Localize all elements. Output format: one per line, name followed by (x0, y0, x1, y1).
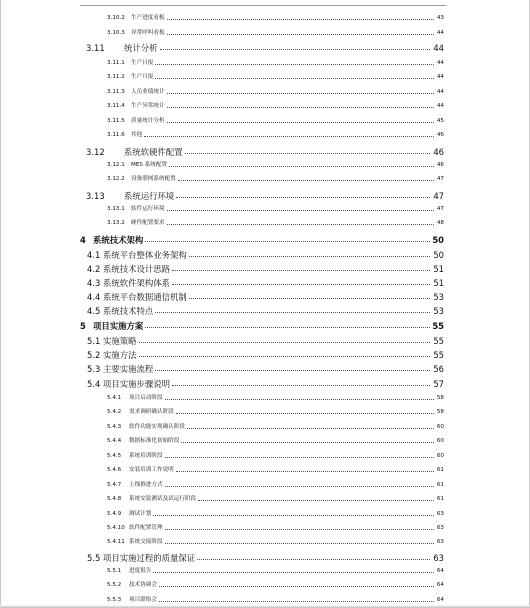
toc-entry-page: 50 (433, 249, 444, 259)
toc-entry-number: 3.10.3 (107, 30, 125, 37)
toc-entry-title: 生产进度看板 (131, 15, 165, 22)
toc-leader-dots (144, 136, 434, 137)
toc-entry-page: 46 (433, 146, 444, 156)
toc-entry[interactable] (86, 41, 444, 52)
toc-entry[interactable] (86, 145, 444, 156)
toc-leader-dots (165, 543, 434, 544)
toc-entry[interactable] (87, 362, 444, 373)
toc-entry[interactable] (107, 596, 444, 604)
toc-entry-number: 3.12 (86, 146, 105, 156)
toc-entry[interactable] (107, 538, 444, 546)
toc-leader-dots (139, 342, 431, 343)
toc-leader-dots (169, 166, 434, 167)
toc-entry-title: 系统技术设计思路 (103, 263, 170, 273)
toc-entry[interactable] (107, 567, 444, 575)
toc-entry-number: 3.13.1 (107, 206, 125, 213)
toc-entry-page: 61 (436, 496, 444, 503)
toc-entry-page: 63 (436, 539, 444, 546)
toc-entry-title: 统计分析 (124, 42, 158, 52)
toc-entry-number: 5.5.3 (107, 597, 122, 604)
toc-entry-page: 47 (436, 206, 444, 213)
toc-entry-number: 5.2 (87, 349, 101, 359)
top-rule (80, 5, 446, 6)
toc-entry[interactable] (107, 73, 444, 81)
toc-entry-number: 4.1 (87, 249, 101, 259)
toc-entry-number: 5.4 (87, 378, 101, 388)
toc-entry-number: 4.3 (87, 277, 101, 287)
toc-entry-number: 3.13 (86, 190, 105, 200)
toc-leader-dots (139, 356, 431, 357)
toc-entry-title: 人员业绩统计 (131, 89, 165, 96)
toc-entry-page: 55 (433, 335, 444, 345)
toc-entry[interactable] (107, 175, 444, 183)
toc-leader-dots (167, 107, 434, 108)
toc-entry-number: 5 (80, 320, 86, 330)
toc-entry-page: 50 (432, 234, 444, 244)
toc-entry[interactable] (86, 189, 444, 200)
toc-leader-dots (153, 515, 434, 516)
toc-entry-number: 5.4.5 (107, 453, 122, 460)
toc-entry[interactable] (107, 481, 444, 489)
toc-entry-number: 3.11.5 (107, 118, 125, 125)
toc-entry[interactable] (107, 102, 444, 110)
toc-leader-dots (145, 327, 430, 328)
toc-leader-dots (167, 210, 434, 211)
toc-entry-title: 质量统计分析 (131, 118, 165, 125)
toc-entry[interactable] (87, 248, 444, 259)
toc-entry-number: 4.2 (87, 263, 101, 273)
toc-entry[interactable] (107, 59, 444, 67)
toc-entry-page: 60 (436, 424, 444, 431)
toc-entry-page: 46 (436, 132, 444, 139)
toc-entry-number: 5.5 (87, 552, 101, 562)
toc-leader-dots (165, 529, 434, 530)
toc-leader-dots (198, 500, 434, 501)
toc-entry-title: 系统安装测试及试运行阶段 (129, 496, 197, 503)
toc-entry-title: 进度报告 (129, 568, 152, 575)
toc-entry-page: 47 (433, 190, 444, 200)
toc-entry[interactable] (87, 334, 444, 345)
toc-entry-title: 软件功能实现确认阶段 (129, 424, 185, 431)
toc-entry-title: 软件配置管理 (129, 525, 163, 532)
toc-leader-dots (176, 197, 430, 198)
toc-entry-number: 5.4.2 (107, 409, 122, 416)
toc-entry-page: 44 (436, 89, 444, 96)
toc-entry-number: 3.11.2 (107, 74, 125, 81)
toc-entry-number: 5.1 (87, 335, 101, 345)
toc-entry-number: 3.13.2 (107, 220, 125, 227)
toc-entry-page: 58 (436, 409, 444, 416)
toc-entry-number: 3.10.2 (107, 15, 125, 22)
toc-entry-page: 64 (436, 568, 444, 575)
toc-leader-dots (176, 413, 434, 414)
toc-entry-page: 53 (433, 291, 444, 301)
toc-entry-title: 系统培训阶段 (129, 453, 163, 460)
toc-entry-page: 61 (436, 482, 444, 489)
toc-leader-dots (197, 559, 430, 560)
toc-leader-dots (155, 370, 430, 371)
toc-entry-number: 5.5.2 (107, 582, 122, 589)
toc-entry-title: 软件运行环境 (131, 206, 165, 213)
toc-entry-title: 硬件配置要求 (131, 220, 165, 227)
toc-entry[interactable] (87, 377, 444, 388)
toc-entry-page: 44 (436, 103, 444, 110)
toc-entry[interactable] (107, 117, 444, 125)
toc-entry-page: 58 (436, 395, 444, 402)
toc-entry[interactable] (80, 319, 444, 330)
toc-entry-page: 44 (436, 30, 444, 37)
toc-entry-page: 44 (433, 42, 444, 52)
toc-leader-dots (185, 153, 430, 154)
toc-entry-number: 3.11.3 (107, 89, 125, 96)
toc-entry[interactable] (107, 131, 444, 139)
toc-entry-number: 5.4.6 (107, 467, 122, 474)
toc-entry-page: 55 (433, 349, 444, 359)
toc-entry-page: 48 (436, 220, 444, 227)
toc-leader-dots (145, 241, 430, 242)
toc-leader-dots (167, 34, 434, 35)
toc-entry-title: 技术协调会 (129, 582, 157, 589)
toc-entry[interactable] (87, 304, 444, 315)
toc-entry-number: 5.4.3 (107, 424, 122, 431)
toc-entry-page: 63 (436, 511, 444, 518)
toc-entry[interactable] (87, 348, 444, 359)
toc-entry-title: 测试计划 (129, 511, 152, 518)
toc-leader-dots (189, 298, 430, 299)
toc-leader-dots (159, 601, 434, 602)
toc-entry-title: 安装培训工作说明 (129, 467, 174, 474)
toc-leader-dots (172, 270, 430, 271)
toc-entry-title: 项目实施步骤说明 (103, 378, 170, 388)
toc-entry-title: 设备联网系统配置 (131, 176, 176, 183)
toc-leader-dots (165, 399, 434, 400)
toc-entry-title: 系统交接阶段 (129, 539, 163, 546)
toc-entry-title: 实施策略 (103, 335, 137, 345)
toc-entry[interactable] (107, 205, 444, 213)
toc-entry-page: 56 (433, 363, 444, 373)
page-left-border (0, 0, 1, 608)
toc-leader-dots (172, 385, 430, 386)
toc-entry[interactable] (107, 394, 444, 402)
toc-entry-number: 4.5 (87, 305, 101, 315)
toc-entry-page: 63 (433, 552, 444, 562)
toc-entry-title: 系统软硬件配置 (124, 146, 183, 156)
toc-entry-number: 4.4 (87, 291, 101, 301)
toc-leader-dots (159, 586, 434, 587)
toc-entry-number: 3.11.1 (107, 60, 125, 67)
toc-entry-number: 5.4.1 (107, 395, 122, 402)
toc-entry[interactable] (107, 452, 444, 460)
toc-leader-dots (155, 312, 430, 313)
toc-entry[interactable] (107, 408, 444, 416)
toc-entry-page: 57 (433, 378, 444, 388)
toc-leader-dots (165, 486, 434, 487)
toc-entry[interactable] (107, 466, 444, 474)
toc-leader-dots (172, 284, 430, 285)
toc-entry-title: 系统平台数据通信机制 (103, 291, 187, 301)
toc-entry-title: 需求调研确认阶段 (129, 409, 174, 416)
toc-leader-dots (167, 19, 434, 20)
toc-entry[interactable] (107, 161, 444, 169)
toc-entry[interactable] (107, 29, 444, 37)
toc-entry-title: 异常呼叫看板 (131, 30, 165, 37)
toc-entry-number: 3.11.4 (107, 103, 125, 110)
toc-entry[interactable] (107, 524, 444, 532)
toc-leader-dots (167, 93, 434, 94)
toc-entry[interactable] (107, 14, 444, 22)
toc-entry-page: 61 (436, 467, 444, 474)
toc-entry[interactable] (87, 262, 444, 273)
toc-entry-page: 60 (436, 438, 444, 445)
toc-entry-number: 5.4.8 (107, 496, 122, 503)
toc-entry-page: 44 (436, 60, 444, 67)
toc-entry[interactable] (107, 423, 444, 431)
toc-entry-number: 5.4.11 (107, 539, 125, 546)
toc-entry[interactable] (107, 219, 444, 227)
toc-entry-title: 主要实施流程 (103, 363, 154, 373)
toc-entry-title: 生产日报 (131, 60, 154, 67)
toc-entry-number: 5.3 (87, 363, 101, 373)
toc-entry-title: 上线推进方式 (129, 482, 163, 489)
toc-entry-page: 51 (433, 263, 444, 273)
toc-leader-dots (167, 122, 434, 123)
toc-entry-title: 系统平台整体业务架构 (103, 249, 187, 259)
toc-entry-title: 项目启动阶段 (129, 395, 163, 402)
toc-entry-page: 55 (432, 320, 444, 330)
toc-leader-dots (155, 78, 434, 79)
toc-entry-title: 系统技术特点 (103, 305, 154, 315)
toc-entry-title: 生产月报 (131, 74, 154, 81)
toc-entry-title: 系统软件架构体系 (103, 277, 170, 287)
toc-entry-page: 46 (436, 162, 444, 169)
toc-entry-title: 实施方法 (103, 349, 137, 359)
toc-leader-dots (178, 180, 434, 181)
toc-leader-dots (187, 428, 434, 429)
toc-entry-title: 项目实施过程的质量保证 (103, 552, 196, 562)
toc-entry-number: 3.11 (86, 42, 105, 52)
toc-entry-number: 4 (80, 234, 86, 244)
toc-entry-page: 47 (436, 176, 444, 183)
toc-leader-dots (155, 64, 434, 65)
toc-leader-dots (189, 256, 430, 257)
toc-entry[interactable] (87, 551, 444, 562)
toc-leader-dots (165, 457, 434, 458)
toc-entry[interactable] (107, 510, 444, 518)
toc-entry-page: 51 (433, 277, 444, 287)
toc-entry-title: 生产异常统计 (131, 103, 165, 110)
toc-entry-page: 45 (436, 118, 444, 125)
toc-entry-page: 63 (436, 525, 444, 532)
toc-entry-title: MES 系统配置 (131, 162, 168, 169)
toc-entry-page: 53 (433, 305, 444, 315)
toc-entry[interactable] (87, 276, 444, 287)
toc-leader-dots (153, 572, 434, 573)
toc-leader-dots (160, 49, 431, 50)
toc-entry[interactable] (107, 88, 444, 96)
toc-entry[interactable] (107, 581, 444, 589)
toc-entry-title: 系统技术架构 (93, 234, 144, 244)
toc-entry-page: 64 (436, 597, 444, 604)
toc-entry-title: 数据标准化初始阶段 (129, 438, 180, 445)
toc-leader-dots (167, 224, 434, 225)
toc-entry[interactable] (80, 233, 444, 244)
toc-entry-title: 项目实施方案 (93, 320, 144, 330)
toc-entry-number: 3.11.6 (107, 132, 125, 139)
toc-entry-number: 3.12.1 (107, 162, 125, 169)
toc-entry-number: 5.4.7 (107, 482, 122, 489)
toc-entry-title: 其他 (131, 132, 143, 139)
toc-entry-page: 43 (436, 15, 444, 22)
toc-entry-number: 3.12.2 (107, 176, 125, 183)
toc-entry[interactable] (107, 495, 444, 503)
toc-leader-dots (181, 442, 434, 443)
toc-entry[interactable] (87, 290, 444, 301)
toc-entry-title: 系统运行环境 (124, 190, 175, 200)
toc-entry-number: 5.4.4 (107, 438, 122, 445)
toc-entry-number: 5.4.10 (107, 525, 125, 532)
toc-entry-number: 5.5.1 (107, 568, 122, 575)
toc-entry-title: 项目联络会 (129, 597, 157, 604)
toc-entry-page: 60 (436, 453, 444, 460)
toc-leader-dots (176, 471, 434, 472)
toc-entry[interactable] (107, 437, 444, 445)
toc-entry-page: 64 (436, 582, 444, 589)
toc-entry-page: 44 (436, 74, 444, 81)
toc-entry-number: 5.4.9 (107, 511, 122, 518)
